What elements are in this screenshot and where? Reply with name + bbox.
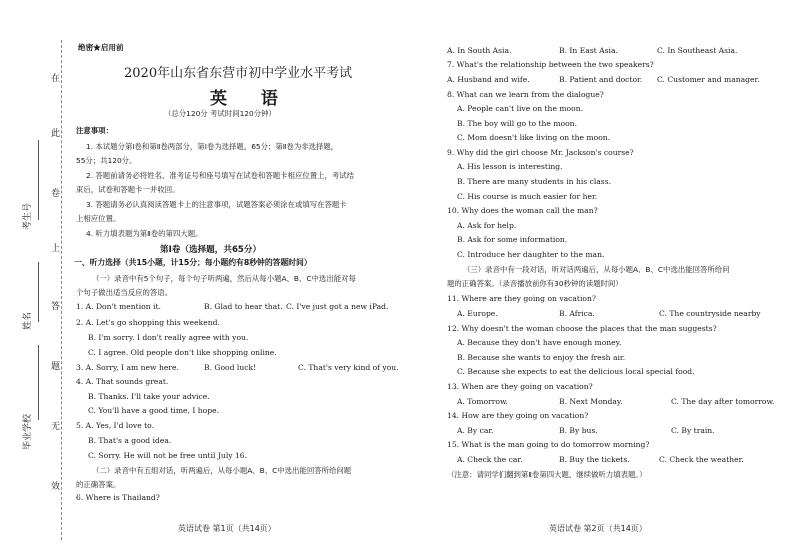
q6-option-b: B. In East Asia. xyxy=(559,46,618,55)
q8-option-a: A. People can't live on the moon. xyxy=(457,104,583,113)
subject-title: 英 语 xyxy=(210,89,292,109)
confidential-mark: 绝密★启用前 xyxy=(78,43,124,52)
q5-option-c: C. Sorry. He will not be free until July 16. xyxy=(88,451,248,460)
section1-intro: （一）录音中有5个句子，每个句子听两遍，然后从每小题A、B、C中选出能对每 xyxy=(92,274,356,283)
q7-question: 7. What's the relationship between the two speakers? xyxy=(447,60,654,69)
q10-question: 10. Why does the woman call the man? xyxy=(447,206,598,215)
name-label: 姓名 xyxy=(23,311,33,330)
section1-intro: 个句子做出适当反应的答语。 xyxy=(76,288,173,297)
left-page xyxy=(72,0,399,560)
q11-option-c: C. The countryside nearby xyxy=(659,309,761,318)
q1-option-a: 1. A. Don't mention it. xyxy=(76,302,161,311)
q4-option-c: C. You'll have a good time, I hope. xyxy=(88,406,220,415)
q3-option-c: C. That's very kind of you. xyxy=(298,363,399,372)
q14-question: 14. How are they going on vacation? xyxy=(447,411,589,420)
q8-question: 8. What can we learn from the dialogue? xyxy=(447,90,604,99)
q5-option-b: B. That's a good idea. xyxy=(88,436,172,445)
name-field[interactable] xyxy=(38,262,39,322)
q14-option-b: B. By bus. xyxy=(559,426,598,435)
section2-intro: （二）录音中有五组对话，听两遍后，从每小题A、B、C中选出能回答所给问题 xyxy=(92,466,352,475)
q13-question: 13. When are they going on vacation? xyxy=(447,382,593,391)
seal-char: 此 xyxy=(51,125,60,140)
q7-option-a: A. Husband and wife. xyxy=(447,75,530,84)
q12-option-c: C. Because she expects to eat the delicious local special food. xyxy=(457,367,695,376)
part1-title: 第Ⅰ卷（选择题，共65分） xyxy=(160,245,262,255)
q8-option-b: B. The boy will go to the moon. xyxy=(457,119,577,128)
q9-option-b: B. There are many students in his class. xyxy=(457,177,612,186)
q4-option-b: B. Thanks. I'll take your advice. xyxy=(88,392,210,401)
q3-option-b: B. Good luck! xyxy=(204,363,257,372)
q15-option-a: A. Check the car. xyxy=(457,455,523,464)
seal-char: 在 xyxy=(51,70,60,85)
q5-option-a: 5. A. Yes, I'd love to. xyxy=(76,421,155,430)
q14-option-c: C. By train. xyxy=(671,426,715,435)
q6-option-c: C. In Southeast Asia. xyxy=(657,46,738,55)
q13-option-b: B. Next Monday. xyxy=(559,397,623,406)
seal-char: 无 xyxy=(51,418,60,433)
notice-line: 2. 答题前请务必将姓名、准考证号和座号填写在试卷和答题卡相应位置上，考试结 xyxy=(86,171,355,180)
q13-option-a: A. Tomorrow. xyxy=(457,397,508,406)
q13-option-c: C. The day after tomorrow. xyxy=(671,397,775,406)
q7-option-b: B. Patient and doctor. xyxy=(559,75,643,84)
seal-line xyxy=(61,40,62,540)
school-field[interactable] xyxy=(38,345,39,420)
q2-option-b: B. I'm sorry. I don't really agree with you. xyxy=(88,333,249,342)
q11-option-b: B. Africa. xyxy=(559,309,595,318)
seal-char: 效 xyxy=(51,478,60,493)
binding-strip xyxy=(0,0,68,560)
q4-option-a: 4. A. That sounds great. xyxy=(76,377,169,386)
q6-question: 6. Where is Thailand? xyxy=(76,493,160,502)
exam-number-label: 考生号 xyxy=(23,202,33,230)
q2-option-c: C. I agree. Old people don't like shopping online. xyxy=(88,348,277,357)
right-page xyxy=(445,0,785,560)
q15-option-c: C. Check the weather. xyxy=(659,455,744,464)
seal-char: 答 xyxy=(51,298,60,313)
q6-option-a: A. In South Asia. xyxy=(447,46,512,55)
notice-line: 55分；共120分。 xyxy=(76,156,137,165)
q12-option-a: A. Because they don't have enough money. xyxy=(457,338,622,347)
q1-option-b: B. Glad to hear that. xyxy=(204,302,283,311)
notice-line: 1. 本试题分第Ⅰ卷和第Ⅱ卷两部分，第Ⅰ卷为选择题，65分；第Ⅱ卷为非选择题， xyxy=(86,142,339,151)
school-label: 毕业学校 xyxy=(23,413,33,450)
section3-intro: （三）录音中有一段对话，听对话两遍后，从每小题A、B、C中选出能回答所给问 xyxy=(463,265,730,274)
q10-option-b: B. Ask for some information. xyxy=(457,235,568,244)
seal-char: 卷 xyxy=(51,185,60,200)
q9-option-c: C. His course is much easier for her. xyxy=(457,192,598,201)
notice-line: 4. 听力填表题为第Ⅱ卷的第四大题。 xyxy=(86,229,203,238)
q1-option-c: C. I've just got a new iPad. xyxy=(286,302,389,311)
page-footer: 英语试卷 第1页（共14页） xyxy=(178,524,276,533)
exam-number-field[interactable] xyxy=(38,140,39,220)
q2-option-a: 2. A. Let's go shopping this weekend. xyxy=(76,318,220,327)
section3-intro: 题的正确答案。（录音播放前你有30秒钟的读题时间） xyxy=(447,279,623,288)
q3-option-a: 3. A. Sorry, I am new here. xyxy=(76,363,179,372)
listening-note: （注意：请同学们翻到第Ⅱ卷第四大题，继续做听力填表题。） xyxy=(447,470,647,479)
notice-line: 束后，试卷和答题卡一并收回。 xyxy=(76,185,180,194)
notice-line: 上相应位置。 xyxy=(76,214,121,223)
seal-char: 题 xyxy=(51,358,60,373)
q8-option-c: C. Mom doesn't like living on the moon. xyxy=(457,133,611,142)
q10-option-a: A. Ask for help. xyxy=(457,221,517,230)
q7-option-c: C. Customer and manager. xyxy=(657,75,760,84)
q9-option-a: A. His lesson is interesting. xyxy=(457,162,563,171)
q15-question: 15. What is the man going to do tomorrow morning? xyxy=(447,440,650,449)
section1-title: 一、听力选择（共15小题，计15分；每小题约有8秒钟的答题时间） xyxy=(74,258,312,267)
section2-intro: 的正确答案。 xyxy=(76,480,121,489)
page-footer: 英语试卷 第2页（共14页） xyxy=(549,524,647,533)
q11-question: 11. Where are they going on vacation? xyxy=(447,294,596,303)
exam-title: 2020年山东省东营市初中学业水平考试 xyxy=(124,66,353,81)
q9-question: 9. Why did the girl choose Mr. Jackson's course? xyxy=(447,148,634,157)
q12-option-b: B. Because she wants to enjoy the fresh air. xyxy=(457,353,626,362)
q11-option-a: A. Europe. xyxy=(457,309,498,318)
notice-title: 注意事项： xyxy=(76,126,113,135)
seal-char: 上 xyxy=(51,240,60,255)
q10-option-c: C. Introduce her daughter to the man. xyxy=(457,250,605,259)
notice-line: 3. 答题请务必认真阅读答题卡上的注意事项，试题答案必须涂在或填写在答题卡 xyxy=(86,200,347,209)
q15-option-b: B. Buy the tickets. xyxy=(559,455,630,464)
score-info: （总分120分 考试时间120分钟） xyxy=(164,109,276,118)
q14-option-a: A. By car. xyxy=(457,426,494,435)
q12-question: 12. Why doesn't the woman choose the places that the man suggests? xyxy=(447,324,717,333)
